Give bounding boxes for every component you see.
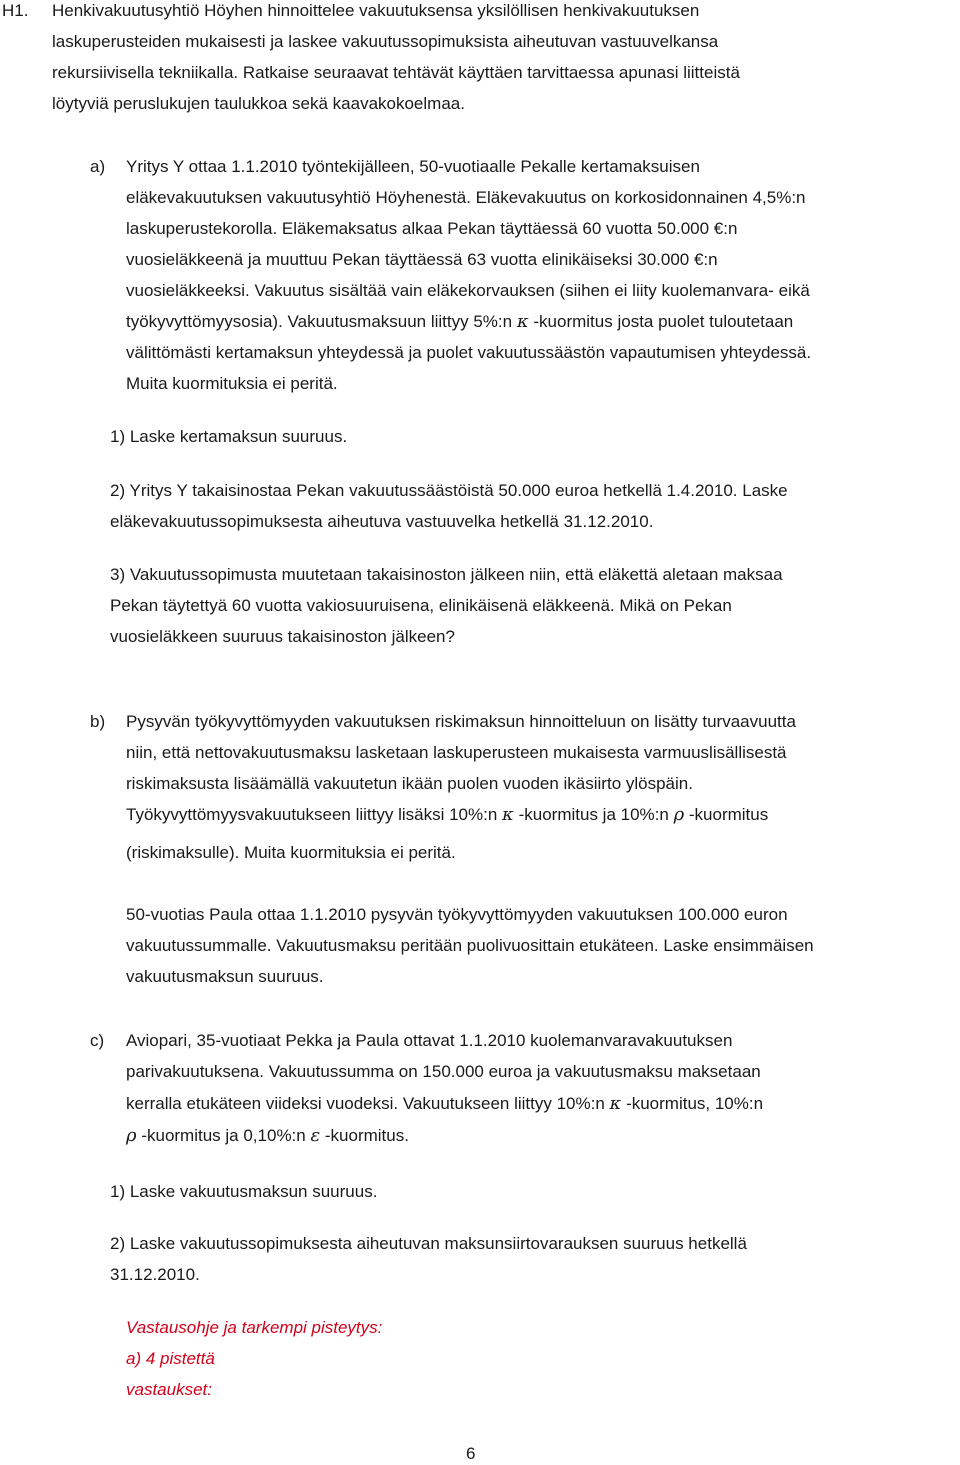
part-a-line-2: eläkevakuutuksen vakuutusyhtiö Höyhenestä. Eläkevakuutus on korkosidonnainen 4,5%:n	[126, 188, 806, 207]
part-a-line-7: välittömästi kertamaksun yhteydessä ja puolet vakuutussäästön vapautumisen yhteydessä.	[126, 343, 812, 362]
part-a-question-3-line-2: Pekan täytettyä 60 vuotta vakiosuuruisena, elinikäisenä eläkkeenä. Mikä on Pekan	[110, 596, 732, 615]
answer-guide-label: vastaukset:	[126, 1380, 212, 1399]
intro-line-3: rekursiivisella tekniikalla. Ratkaise seuraavat tehtävät käyttäen tarvittaessa apunasi liitteistä	[52, 63, 740, 82]
part-b-line-4	[126, 804, 768, 826]
part-b-line-4-end: -kuormitus	[688, 805, 769, 824]
part-c-line-4	[126, 1125, 409, 1147]
part-b-line-4-start: Työkyvyttömyysvakuutukseen liittyy lisäksi 10%:n	[126, 805, 498, 824]
answer-guide-title: Vastausohje ja tarkempi pisteytys:	[126, 1318, 383, 1337]
part-a-line-6	[126, 311, 793, 333]
part-b-marker: b)	[90, 712, 106, 731]
part-a-line-1: Yritys Y ottaa 1.1.2010 työntekijälleen, 50-vuotiaalle Pekalle kertamaksuisen	[126, 157, 700, 176]
part-c-line-3-end: -kuormitus, 10%:n	[626, 1094, 764, 1113]
part-a-line-6-start: työkyvyttömyysosia). Vakuutusmaksuun liittyy 5%:n	[126, 312, 513, 331]
part-b-line-1: Pysyvän työkyvyttömyyden vakuutuksen riskimaksun hinnoitteluun on lisätty turvaavuutta	[126, 712, 796, 731]
kappa-symbol: κ	[516, 311, 529, 332]
kappa-symbol: κ	[609, 1093, 622, 1114]
part-c-question-1: 1) Laske vakuutusmaksun suuruus.	[110, 1182, 378, 1201]
part-a-line-6-end: -kuormitus josta puolet tuloutetaan	[533, 312, 794, 331]
epsilon-symbol: ε	[310, 1125, 321, 1146]
part-b-line-2: niin, että nettovakuutusmaksu lasketaan laskuperusteen mukaisesta varmuuslisällisestä	[126, 743, 787, 762]
part-c-line-4-mid: -kuormitus ja 0,10%:n	[141, 1126, 306, 1145]
part-a-line-4: vuosieläkkeenä ja muuttuu Pekan täyttäessä 63 vuotta elinikäiseksi 30.000 €:n	[126, 250, 718, 269]
part-b-task-line-3: vakuutusmaksun suuruus.	[126, 967, 324, 986]
part-b-task-line-1: 50-vuotias Paula ottaa 1.1.2010 pysyvän työkyvyttömyyden vakuutuksen 100.000 euron	[126, 905, 788, 924]
task-number: H1.	[2, 1, 29, 20]
part-b-line-5: (riskimaksulle). Muita kuormituksia ei peritä.	[126, 843, 456, 862]
part-c-question-2-line-2: 31.12.2010.	[110, 1265, 200, 1284]
part-b-line-3: riskimaksusta lisäämällä vakuutetun ikään puolen vuoden ikäsiirto ylöspäin.	[126, 774, 693, 793]
part-c-marker: c)	[90, 1031, 105, 1050]
part-a-question-1: 1) Laske kertamaksun suuruus.	[110, 427, 348, 446]
part-c-line-4-end: -kuormitus.	[324, 1126, 409, 1145]
part-c-line-3-start: kerralla etukäteen viideksi vuodeksi. Vakuutukseen liittyy 10%:n	[126, 1094, 605, 1113]
part-a-line-5: vuosieläkkeeksi. Vakuutus sisältää vain eläkekorvauksen (siihen ei liity kuolemanvara- eikä	[126, 281, 810, 300]
part-c-line-1: Aviopari, 35-vuotiaat Pekka ja Paula ottavat 1.1.2010 kuolemanvaravakuutuksen	[126, 1031, 733, 1050]
part-c-line-3	[126, 1093, 763, 1115]
part-a-question-2-line-1: 2) Yritys Y takaisinostaa Pekan vakuutussäästöistä 50.000 euroa hetkellä 1.4.2010. Laske	[110, 481, 788, 500]
rho-symbol: ρ	[673, 804, 685, 825]
intro-line-4: löytyviä peruslukujen taulukkoa sekä kaavakokoelmaa.	[52, 94, 465, 113]
rho-symbol: ρ	[126, 1125, 137, 1146]
intro-line-2: laskuperusteiden mukaisesti ja laskee vakuutussopimuksista aiheutuvan vastuuvelkansa	[52, 32, 719, 51]
answer-guide-points: a) 4 pistettä	[126, 1349, 215, 1368]
part-a-question-2-line-2: eläkevakuutussopimuksesta aiheutuva vastuuvelka hetkellä 31.12.2010.	[110, 512, 654, 531]
part-b-task-line-2: vakuutussummalle. Vakuutusmaksu peritään puolivuosittain etukäteen. Laske ensimmäisen	[126, 936, 814, 955]
part-c-question-2-line-1: 2) Laske vakuutussopimuksesta aiheutuvan maksunsiirtovarauksen suuruus hetkellä	[110, 1234, 747, 1253]
kappa-symbol: κ	[502, 804, 514, 825]
intro-line-1: Henkivakuutusyhtiö Höyhen hinnoittelee vakuutuksensa yksilöllisen henkivakuutuksen	[52, 1, 700, 20]
page-number: 6	[466, 1444, 476, 1463]
part-a-line-8: Muita kuormituksia ei peritä.	[126, 374, 338, 393]
part-a-question-3-line-3: vuosieläkkeen suuruus takaisinoston jälkeen?	[110, 627, 455, 646]
part-c-line-2: parivakuutuksena. Vakuutussumma on 150.000 euroa ja vakuutusmaksu maksetaan	[126, 1062, 761, 1081]
part-a-marker: a)	[90, 157, 106, 176]
part-a-line-3: laskuperustekorolla. Eläkemaksatus alkaa Pekan täyttäessä 60 vuotta 50.000 €:n	[126, 219, 738, 238]
part-a-question-3-line-1: 3) Vakuutussopimusta muutetaan takaisinoston jälkeen niin, että eläkettä aletaan maksaa	[110, 565, 783, 584]
part-b-line-4-mid: -kuormitus ja 10%:n	[518, 805, 669, 824]
